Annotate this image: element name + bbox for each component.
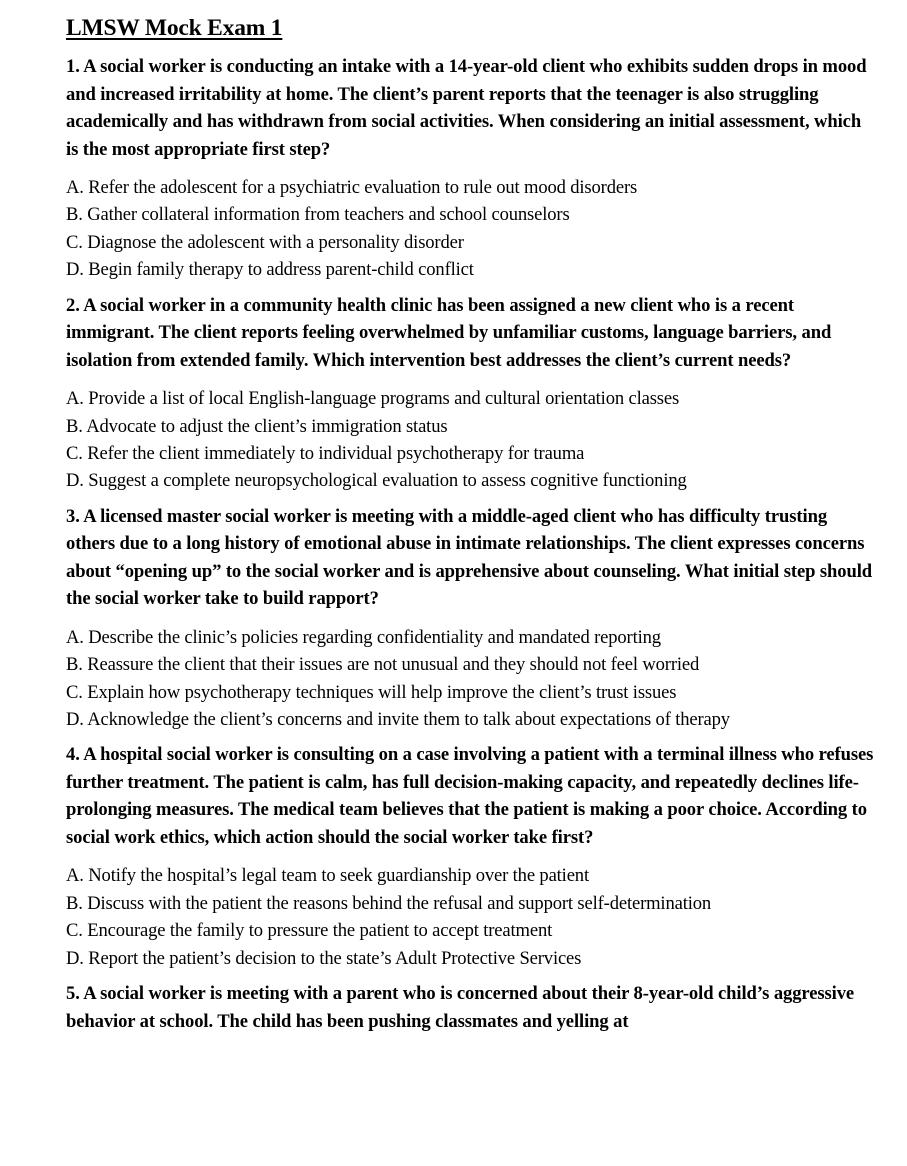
answer-option-c: C. Refer the client immediately to individual psychotherapy for trauma bbox=[66, 442, 585, 464]
answer-options bbox=[66, 624, 877, 734]
answer-option-a: A. Provide a list of local English-language programs and cultural orientation classes bbox=[66, 388, 680, 410]
answer-option-b: B. Advocate to adjust the client’s immigration status bbox=[66, 415, 448, 437]
question-3 bbox=[66, 503, 877, 734]
question-4 bbox=[66, 741, 877, 972]
question-2 bbox=[66, 292, 877, 495]
answer-option-a: A. Describe the clinic’s policies regarding confidentiality and mandated reporting bbox=[66, 626, 661, 648]
answer-option-b: B. Gather collateral information from teachers and school counselors bbox=[66, 204, 570, 226]
answer-option-d: D. Begin family therapy to address parent-child conflict bbox=[66, 259, 474, 281]
answer-option-b: B. Reassure the client that their issues are not unusual and they should not feel worried bbox=[66, 654, 700, 676]
answer-option-a: A. Notify the hospital’s legal team to seek guardianship over the patient bbox=[66, 865, 589, 887]
answer-options bbox=[66, 862, 877, 972]
answer-options bbox=[66, 174, 877, 284]
answer-option-c: C. Encourage the family to pressure the patient to accept treatment bbox=[66, 920, 553, 942]
page-title: LMSW Mock Exam 1 bbox=[66, 15, 283, 41]
answer-option-c: C. Explain how psychotherapy techniques will help improve the client’s trust issues bbox=[66, 681, 677, 703]
question-1 bbox=[66, 53, 877, 284]
answer-options bbox=[66, 385, 877, 495]
answer-option-d: D. Report the patient’s decision to the state’s Adult Protective Services bbox=[66, 947, 582, 969]
question-stem: 5. A social worker is meeting with a parent who is concerned about their 8-year-old child’s aggressive behavior at school. The child has been pushing classmates and yelling at bbox=[66, 983, 855, 1032]
answer-option-d: D. Acknowledge the client’s concerns and invite them to talk about expectations of therapy bbox=[66, 708, 730, 730]
question-5 bbox=[66, 980, 877, 1035]
question-stem: 3. A licensed master social worker is meeting with a middle-aged client who has difficulty trusting others due to a long history of emotional abuse in intimate relationships. The client expresses concerns about “opening up” to the social worker and is apprehensive about counseling. What initial step should the social worker take to build rapport? bbox=[66, 505, 873, 610]
question-stem: 1. A social worker is conducting an intake with a 14-year-old client who exhibits sudden drops in mood and increased irritability at home. The client’s parent reports that the teenager is also struggling academically and has withdrawn from social activities. When considering an initial assessment, which is the most appropriate first step? bbox=[66, 56, 867, 160]
question-stem: 2. A social worker in a community health clinic has been assigned a new client who is a recent immigrant. The client reports feeling overwhelmed by unfamiliar customs, language barriers, and isolation from extended family. Which intervention best addresses the client’s current needs? bbox=[66, 294, 832, 371]
answer-option-c: C. Diagnose the adolescent with a personality disorder bbox=[66, 231, 464, 253]
answer-option-a: A. Refer the adolescent for a psychiatric evaluation to rule out mood disorders bbox=[66, 177, 638, 198]
question-stem: 4. A hospital social worker is consulting on a case involving a patient with a terminal illness who refuses further treatment. The patient is calm, has full decision-making capacity, and repeatedly declines life-prolonging measures. The medical team believes that the patient is making a poor choice. According to social work ethics, which action should the social worker take first? bbox=[66, 744, 874, 848]
answer-option-d: D. Suggest a complete neuropsychological evaluation to assess cognitive functioning bbox=[66, 470, 687, 492]
answer-option-b: B. Discuss with the patient the reasons behind the refusal and support self-determination bbox=[66, 892, 712, 914]
